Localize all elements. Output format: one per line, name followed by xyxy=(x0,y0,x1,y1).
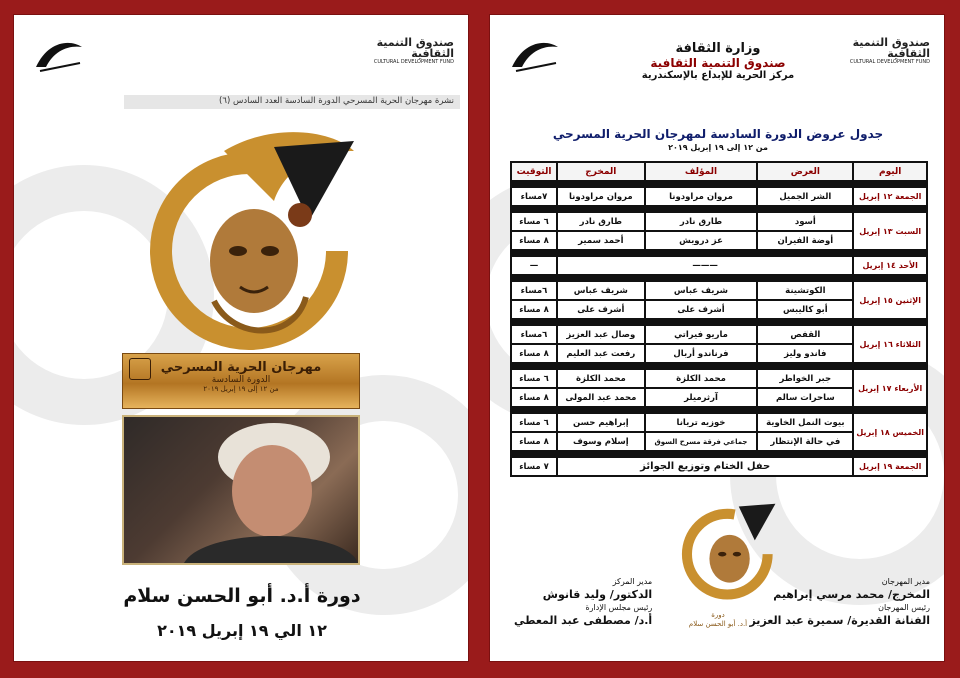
festival-dates: ١٢ الي ١٩ إبريل ٢٠١٩ xyxy=(157,621,327,640)
show-cell: في حالة الإنتظار xyxy=(758,433,852,450)
col-show: العرض xyxy=(758,163,852,180)
fund-name: صندوق التنمية الثقافية xyxy=(650,56,786,70)
time-cell: ٨ مساء xyxy=(512,232,556,249)
director-name: المخرج/ محمد مرسي إبراهيم xyxy=(773,588,930,601)
day-cell: الثلاثاء ١٦ إبريل xyxy=(854,326,926,362)
festival-mask-emblem xyxy=(124,111,364,351)
time-cell: ٦مساء xyxy=(512,326,556,343)
president-name: الفنانة القديرة/ سميرة عبد العزيز xyxy=(749,614,930,627)
honor-small-name: أ.د. أبو الحسن سلام xyxy=(688,620,748,628)
day-cell: السبت ١٣ إبريل xyxy=(854,213,926,249)
day-cell: الخميس ١٨ إبريل xyxy=(854,414,926,450)
table-row xyxy=(512,257,926,274)
time-cell: — xyxy=(512,257,556,274)
board-name: أ.د/ مصطفى عبد المعطي xyxy=(514,614,653,627)
credits-right xyxy=(749,575,930,627)
time-cell: ٨ مساء xyxy=(512,301,556,318)
board-label: رئيس مجلس الإدارة xyxy=(585,603,653,612)
plaque-logo-icon xyxy=(129,358,151,380)
director-cell: إسلام وسوف xyxy=(558,433,644,450)
fund-logo-text: صندوق التنمية الثقافية xyxy=(376,36,454,60)
author-cell: جماعي فرقة مسرح السوق xyxy=(646,433,757,450)
show-cell: الكوتشينة xyxy=(758,282,852,299)
plaque-title: مهرجان الحرية المسرحي xyxy=(160,360,322,375)
schedule-title: جدول عروض الدورة السادسة لمهرجان الحرية المسرحي xyxy=(552,127,884,141)
time-cell: ٨ مساء xyxy=(512,389,556,406)
show-cell: ——— xyxy=(558,257,852,274)
director-cell: وصال عبد العزيز xyxy=(558,326,644,343)
schedule-table xyxy=(510,161,928,477)
president-label: رئيس المهرجان xyxy=(878,603,930,612)
director-cell: أشرف على xyxy=(558,301,644,318)
table-row xyxy=(512,326,926,343)
table-header-row xyxy=(512,163,926,180)
center-director-label: مدير المركز xyxy=(612,577,653,586)
author-cell: طارق نادر xyxy=(646,213,757,230)
day-cell: الجمعة ١٩ إبريل xyxy=(854,458,926,475)
author-cell: آرثرميلر xyxy=(646,389,757,406)
festival-logo-icon xyxy=(506,37,566,77)
time-cell: ٧مساء xyxy=(512,188,556,205)
table-row xyxy=(512,370,926,387)
credits-left xyxy=(514,575,652,627)
table-row xyxy=(512,213,926,230)
time-cell: ٦ مساء xyxy=(512,213,556,230)
author-cell: ماريو فيراتي xyxy=(646,326,757,343)
director-cell: رفعت عبد العليم xyxy=(558,345,644,362)
day-cell: الجمعة ١٢ إبريل xyxy=(854,188,926,205)
cultural-fund-logo xyxy=(834,37,930,95)
show-cell: ساحرات سالم xyxy=(758,389,852,406)
time-cell: ٦مساء xyxy=(512,282,556,299)
day-cell: الأحد ١٤ إبريل xyxy=(854,257,926,274)
festival-logo xyxy=(506,37,576,93)
ministry-name: وزارة الثقافة xyxy=(675,41,761,56)
director-cell: طارق نادر xyxy=(558,213,644,230)
table-row xyxy=(512,188,926,205)
show-cell: بيوت النمل الخاوية xyxy=(758,414,852,431)
author-cell: خوزيه تريانا xyxy=(646,414,757,431)
fund-logo-text: صندوق التنمية الثقافية xyxy=(852,36,930,60)
show-cell: القفص xyxy=(758,326,852,343)
col-time: التوقيت xyxy=(512,163,556,180)
author-cell: مروان مراودونا xyxy=(646,188,757,205)
right-page xyxy=(489,14,945,662)
table-row xyxy=(512,414,926,431)
director-cell: محمد عبد المولى xyxy=(558,389,644,406)
director-cell: إبراهيم حسن xyxy=(558,414,644,431)
author-cell: فرناندو أربال xyxy=(646,345,757,362)
time-cell: ٨ مساء xyxy=(512,345,556,362)
festival-logo xyxy=(30,37,100,93)
festival-logo-icon xyxy=(30,37,90,77)
director-cell: شريف عباس xyxy=(558,282,644,299)
honoree-portrait-image xyxy=(124,417,358,563)
day-cell: الأربعاء ١٧ إبريل xyxy=(854,370,926,406)
author-cell: محمد الكلزة xyxy=(646,370,757,387)
honoree-photo xyxy=(122,415,360,565)
time-cell: ٦ مساء xyxy=(512,370,556,387)
header-block xyxy=(590,41,846,81)
festival-plaque xyxy=(122,353,360,409)
director-label: مدير المهرجان xyxy=(881,577,930,586)
left-page xyxy=(13,14,469,662)
honoree-line: دورة أ.د. أبو الحسن سلام xyxy=(123,585,361,607)
col-day: اليوم xyxy=(854,163,926,180)
author-cell: شريف عباس xyxy=(646,282,757,299)
show-cell: الشر الجميل xyxy=(758,188,852,205)
center-name: مركز الحرية للإبداع بالإسكندرية xyxy=(641,70,795,81)
time-cell: ٦ مساء xyxy=(512,414,556,431)
director-cell: محمد الكلزة xyxy=(558,370,644,387)
center-director-name: الدكتور/ وليد قانوش xyxy=(542,588,653,601)
show-cell: جبر الخواطر xyxy=(758,370,852,387)
plaque-edition: الدورة السادسة xyxy=(211,375,271,385)
col-author: المؤلف xyxy=(646,163,757,180)
fund-logo-en: CULTURAL DEVELOPMENT FUND xyxy=(373,59,454,65)
show-cell: أوضة الفيران xyxy=(758,232,852,249)
table-row xyxy=(512,282,926,299)
schedule-subtitle: من ١٢ إلى ١٩ إبريل ٢٠١٩ xyxy=(668,143,768,152)
time-cell: ٨ مساء xyxy=(512,433,556,450)
col-director: المخرج xyxy=(558,163,644,180)
director-cell: مروان مراودونا xyxy=(558,188,644,205)
fund-logo-en: CULTURAL DEVELOPMENT FUND xyxy=(849,59,930,65)
time-cell: ٧ مساء xyxy=(512,458,556,475)
show-cell: أسود xyxy=(758,213,852,230)
director-cell: أحمد سمير xyxy=(558,232,644,249)
plaque-dates: من ١٢ إلى ١٩ إبريل ٢٠١٩ xyxy=(203,385,279,393)
show-cell: فاندو وليز xyxy=(758,345,852,362)
author-cell: أشرف على xyxy=(646,301,757,318)
show-cell: حفل الختام وتوزيع الجوائز xyxy=(558,458,852,475)
day-cell: الإثنين ١٥ إبريل xyxy=(854,282,926,318)
author-cell: عز درويش xyxy=(646,232,757,249)
cultural-fund-logo xyxy=(358,37,454,95)
show-cell: أبو كاليبس xyxy=(758,301,852,318)
honor-small-label: دورة xyxy=(711,611,725,619)
issue-line: نشرة مهرجان الحرية المسرحي الدورة السادسة العدد السادس (٦) xyxy=(124,95,460,109)
table-row xyxy=(512,458,926,475)
